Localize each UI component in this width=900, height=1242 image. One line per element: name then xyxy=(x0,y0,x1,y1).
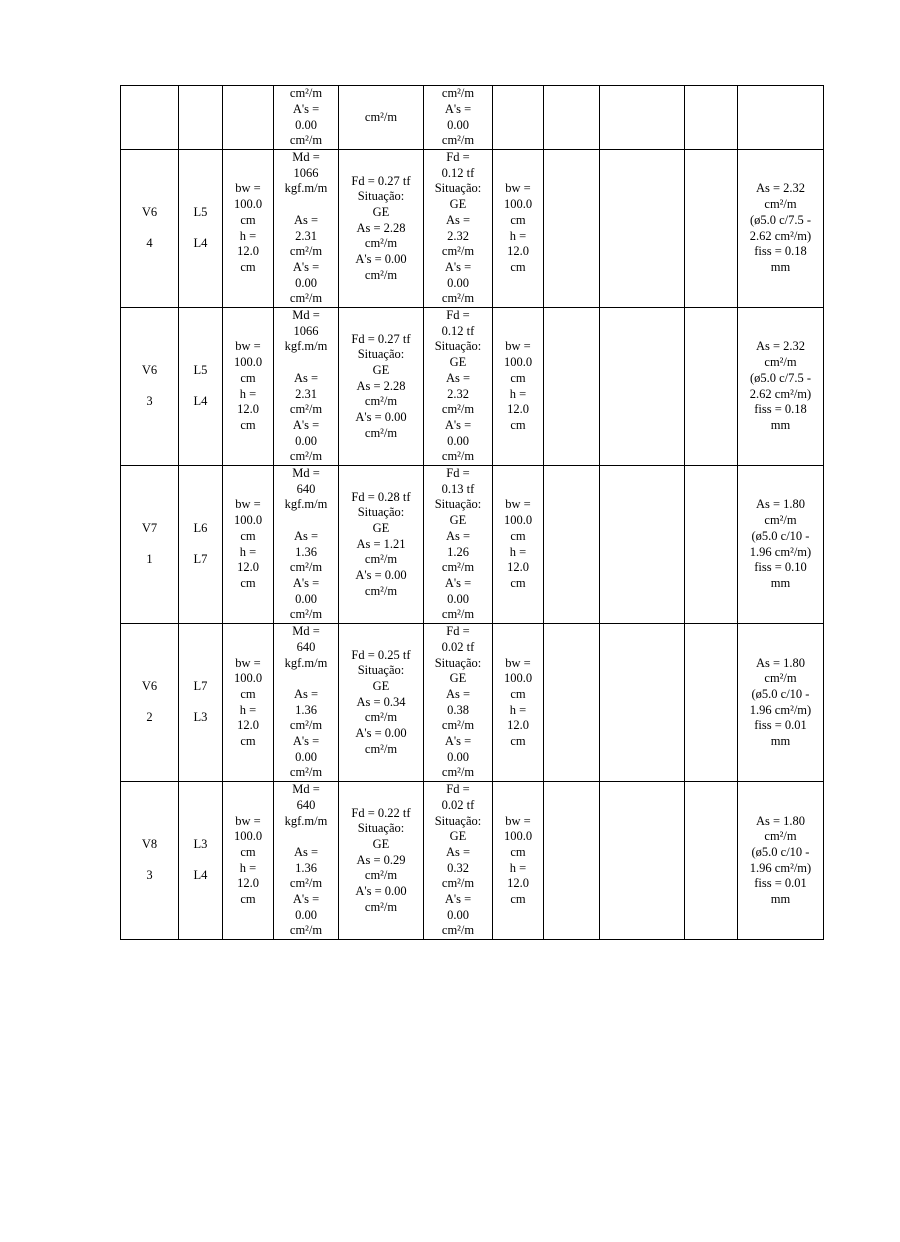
empty-cell xyxy=(544,466,600,624)
moment-cell: Md = 1066 kgf.m/m As = 2.31 cm²/m A's = 0.00 cm²/m xyxy=(274,308,339,466)
section2-cell: bw = 100.0 cm h = 12.0 cm xyxy=(493,466,544,624)
slabs-cell: L5 L4 xyxy=(179,308,223,466)
shear-cell: Fd = 0.22 tf Situação: GE As = 0.29 cm²/m A's = 0.00 cm²/m xyxy=(339,782,424,940)
force-cell: Fd = 0.02 tf Situação: GE As = 0.32 cm²/m A's = 0.00 cm²/m xyxy=(424,782,493,940)
beam-id-cell: V7 1 xyxy=(121,466,179,624)
empty-cell xyxy=(600,466,685,624)
section2-cell: bw = 100.0 cm h = 12.0 cm xyxy=(493,150,544,308)
slabs-cell: L5 L4 xyxy=(179,150,223,308)
table-cell xyxy=(179,86,223,150)
force-cell: Fd = 0.12 tf Situação: GE As = 2.32 cm²/m A's = 0.00 cm²/m xyxy=(424,308,493,466)
empty-cell xyxy=(685,308,738,466)
section2-cell: bw = 100.0 cm h = 12.0 cm xyxy=(493,308,544,466)
empty-cell xyxy=(544,308,600,466)
empty-cell xyxy=(600,624,685,782)
moment-cell: Md = 640 kgf.m/m As = 1.36 cm²/m A's = 0.00 cm²/m xyxy=(274,782,339,940)
table-cell xyxy=(685,86,738,150)
slabs-cell: L6 L7 xyxy=(179,466,223,624)
empty-cell xyxy=(685,150,738,308)
beam-id-cell: V6 3 xyxy=(121,308,179,466)
empty-cell xyxy=(600,308,685,466)
shear-cell: Fd = 0.27 tf Situação: GE As = 2.28 cm²/m A's = 0.00 cm²/m xyxy=(339,308,424,466)
reinforcement-cell: As = 2.32 cm²/m (ø5.0 c/7.5 - 2.62 cm²/m) fiss = 0.18 mm xyxy=(738,150,824,308)
section-cell: bw = 100.0 cm h = 12.0 cm xyxy=(223,150,274,308)
shear-cell: Fd = 0.27 tf Situação: GE As = 2.28 cm²/m A's = 0.00 cm²/m xyxy=(339,150,424,308)
table-cell xyxy=(600,86,685,150)
table-cell xyxy=(544,86,600,150)
table-row xyxy=(121,466,824,624)
table-cell xyxy=(223,86,274,150)
table-row xyxy=(121,782,824,940)
table-row xyxy=(121,624,824,782)
table-cell: cm²/m A's = 0.00 cm²/m xyxy=(424,86,493,150)
table-cell xyxy=(121,86,179,150)
empty-cell xyxy=(685,466,738,624)
section-cell: bw = 100.0 cm h = 12.0 cm xyxy=(223,308,274,466)
reinforcement-cell: As = 2.32 cm²/m (ø5.0 c/7.5 - 2.62 cm²/m) fiss = 0.18 mm xyxy=(738,308,824,466)
table-row xyxy=(121,150,824,308)
shear-cell: Fd = 0.25 tf Situação: GE As = 0.34 cm²/m A's = 0.00 cm²/m xyxy=(339,624,424,782)
moment-cell: Md = 640 kgf.m/m As = 1.36 cm²/m A's = 0.00 cm²/m xyxy=(274,466,339,624)
section2-cell: bw = 100.0 cm h = 12.0 cm xyxy=(493,624,544,782)
table-row xyxy=(121,308,824,466)
beam-id-cell: V6 2 xyxy=(121,624,179,782)
section2-cell: bw = 100.0 cm h = 12.0 cm xyxy=(493,782,544,940)
force-cell: Fd = 0.02 tf Situação: GE As = 0.38 cm²/m A's = 0.00 cm²/m xyxy=(424,624,493,782)
force-cell: Fd = 0.13 tf Situação: GE As = 1.26 cm²/m A's = 0.00 cm²/m xyxy=(424,466,493,624)
section-cell: bw = 100.0 cm h = 12.0 cm xyxy=(223,466,274,624)
empty-cell xyxy=(600,782,685,940)
empty-cell xyxy=(544,624,600,782)
slabs-cell: L3 L4 xyxy=(179,782,223,940)
section-cell: bw = 100.0 cm h = 12.0 cm xyxy=(223,782,274,940)
force-cell: Fd = 0.12 tf Situação: GE As = 2.32 cm²/m A's = 0.00 cm²/m xyxy=(424,150,493,308)
empty-cell xyxy=(685,782,738,940)
results-table xyxy=(120,85,824,940)
table-cell xyxy=(493,86,544,150)
table-cell xyxy=(738,86,824,150)
empty-cell xyxy=(544,150,600,308)
empty-cell xyxy=(600,150,685,308)
section-cell: bw = 100.0 cm h = 12.0 cm xyxy=(223,624,274,782)
reinforcement-cell: As = 1.80 cm²/m (ø5.0 c/10 - 1.96 cm²/m) fiss = 0.01 mm xyxy=(738,624,824,782)
reinforcement-cell: As = 1.80 cm²/m (ø5.0 c/10 - 1.96 cm²/m) fiss = 0.10 mm xyxy=(738,466,824,624)
table-row-continuation xyxy=(121,86,824,150)
slabs-cell: L7 L3 xyxy=(179,624,223,782)
reinforcement-cell: As = 1.80 cm²/m (ø5.0 c/10 - 1.96 cm²/m) fiss = 0.01 mm xyxy=(738,782,824,940)
moment-cell: Md = 1066 kgf.m/m As = 2.31 cm²/m A's = 0.00 cm²/m xyxy=(274,150,339,308)
empty-cell xyxy=(685,624,738,782)
moment-cell: Md = 640 kgf.m/m As = 1.36 cm²/m A's = 0.00 cm²/m xyxy=(274,624,339,782)
shear-cell: Fd = 0.28 tf Situação: GE As = 1.21 cm²/m A's = 0.00 cm²/m xyxy=(339,466,424,624)
table-cell: cm²/m A's = 0.00 cm²/m xyxy=(274,86,339,150)
beam-id-cell: V6 4 xyxy=(121,150,179,308)
table-cell: cm²/m xyxy=(339,86,424,150)
empty-cell xyxy=(544,782,600,940)
beam-id-cell: V8 3 xyxy=(121,782,179,940)
